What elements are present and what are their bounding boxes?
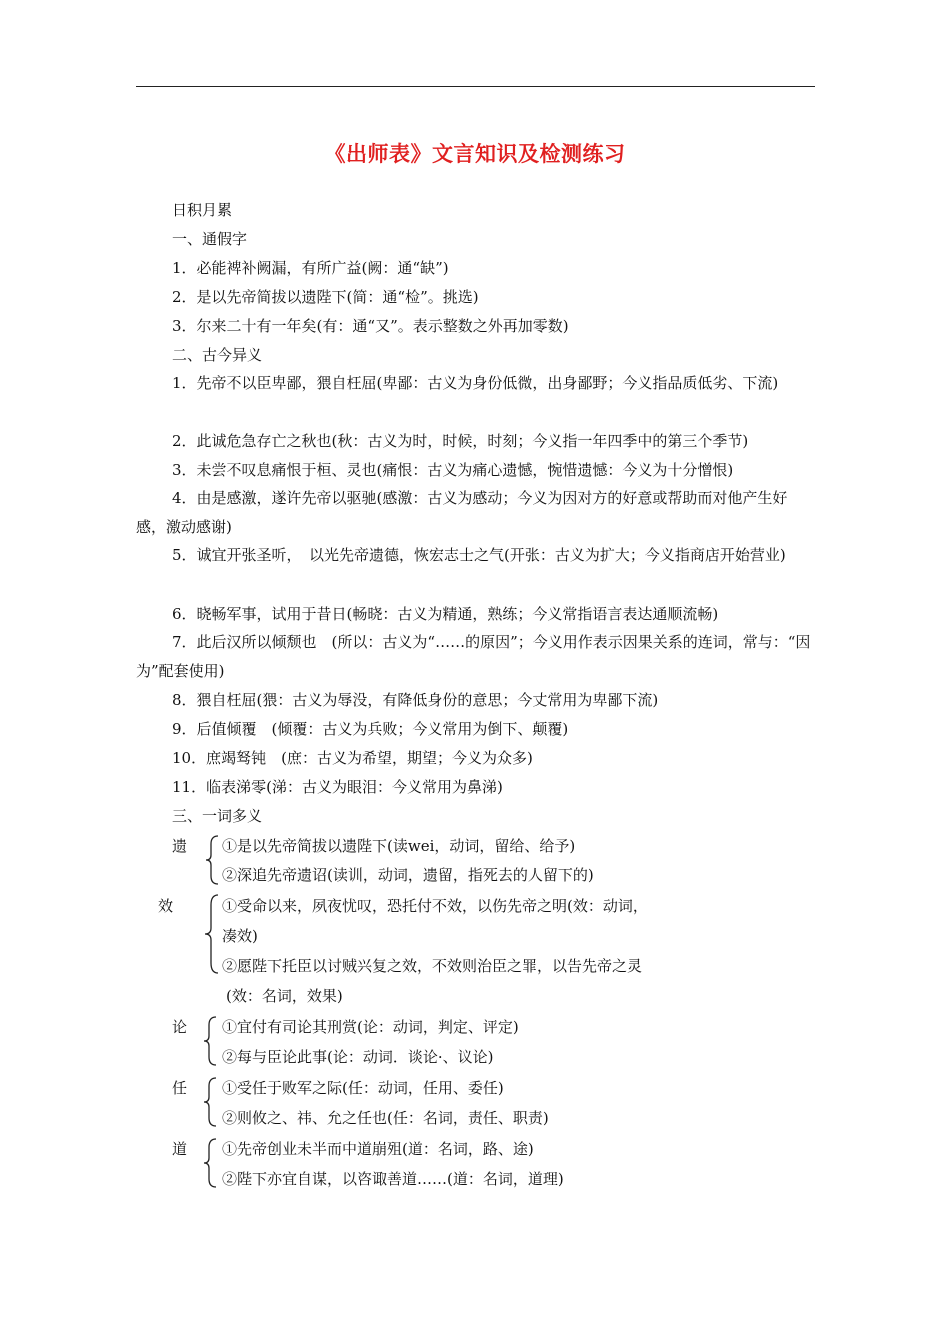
sense-line: ②愿陛下托臣以讨贼兴复之效，不效则治臣之罪，以告先帝之灵 — [222, 957, 643, 975]
list-item: 10．庶竭驽钝 (庶：古义为希望，期望；今义为众多) — [172, 749, 533, 767]
part1-heading: 一、通假字 — [172, 230, 248, 248]
list-item: 3．尔来二十有一年矣(有：通“又”。表示整数之外再加零数) — [172, 317, 569, 335]
sense-line: ②陛下亦宜自谋，以咨诹善道……(道：名词，道理) — [222, 1170, 564, 1188]
sense-line: ①受任于败军之际(任：动词，任用、委任) — [222, 1079, 504, 1097]
list-item: 1．先帝不以臣卑鄙，猥自枉屈(卑鄙：古义为身份低微，出身鄙野；今义指品质低劣、下流) — [172, 374, 779, 392]
sense-line: (效：名词，效果) — [226, 987, 343, 1005]
sense-line: ①受命以来，夙夜忧叹，恐托付不效，以伤先帝之明(效：动词， — [222, 897, 648, 915]
brace-icon — [202, 1137, 218, 1189]
sense-line: ①是以先帝简拔以遗陛下(读wei，动词，留给、给予) — [222, 837, 576, 855]
part2-heading: 二、古今异义 — [172, 346, 263, 364]
sense-line: 凑效) — [222, 927, 258, 945]
brace-icon — [202, 1076, 218, 1128]
list-item: 8．猥自枉屈(猥：古义为辱没，有降低身份的意思；今丈常用为卑鄙下流) — [172, 691, 659, 709]
list-item: 5．诚宜开张圣听， 以光先帝遗德，恢宏志士之气(开张：古义为扩大；今义指商店开始营业) — [172, 546, 786, 564]
list-item: 6．晓畅军事，试用于昔日(畅晓：古义为精通，熟练；今义常指语言表达通顺流畅) — [172, 605, 719, 623]
list-item: 1．必能裨补阙漏，有所广益(阙：通“缺”) — [172, 259, 449, 277]
sense-line: ①宜付有司论其刑赏(论：动词，判定、评定) — [222, 1018, 519, 1036]
brace-icon — [204, 834, 220, 886]
page-title: 《出师表》文言知识及检测练习 — [324, 141, 626, 166]
polysemy-word: 道 — [172, 1140, 188, 1158]
polysemy-word: 效 — [158, 897, 174, 915]
polysemy-word: 论 — [172, 1018, 188, 1036]
list-item: 3．未尝不叹息痛恨于桓、灵也(痛恨：古义为痛心遗憾，惋惜遗憾：今义为十分憎恨) — [172, 461, 734, 479]
polysemy-word: 遗 — [172, 837, 188, 855]
sense-line: ②则攸之、祎、允之任也(任：名词，责任、职责) — [222, 1109, 549, 1127]
list-item: 2．是以先帝简拔以遗陛下(简：通“检”。挑选) — [172, 288, 479, 306]
brace-icon — [202, 1015, 218, 1067]
list-item: 4．由是感激，遂许先帝以驱驰(感激：古义为感动；今义为因对方的好意或帮助而对他产生好感，激动感谢) — [136, 489, 788, 536]
list-item: 9．后值倾覆 (倾覆：古义为兵败；今义常用为倒下、颠覆) — [172, 720, 569, 738]
polysemy-word: 任 — [172, 1079, 188, 1097]
list-item: 7．此后汉所以倾颓也 (所以：古义为“……的原因”；今义用作表示因果关系的连词，常与：“因为”配套使用) — [136, 633, 811, 680]
section-header: 日积月累 — [172, 201, 233, 219]
brace-icon — [203, 893, 221, 975]
header-rule — [136, 86, 815, 87]
part3-heading: 三、一词多义 — [172, 807, 263, 825]
list-item: 2．此诚危急存亡之秋也(秋：古义为时，时候，时刻；今义指一年四季中的第三个季节) — [172, 432, 749, 450]
sense-line: ①先帝创业未半而中道崩殂(道：名词，路、途) — [222, 1140, 534, 1158]
list-item: 11．临表涕零(涕：古义为眼泪：今义常用为鼻涕) — [172, 778, 503, 796]
sense-line: ②每与臣论此事(论：动词．谈论·、议论) — [222, 1048, 494, 1066]
sense-line: ②深追先帝遗诏(读训，动词，遗留，指死去的人留下的) — [222, 866, 594, 884]
